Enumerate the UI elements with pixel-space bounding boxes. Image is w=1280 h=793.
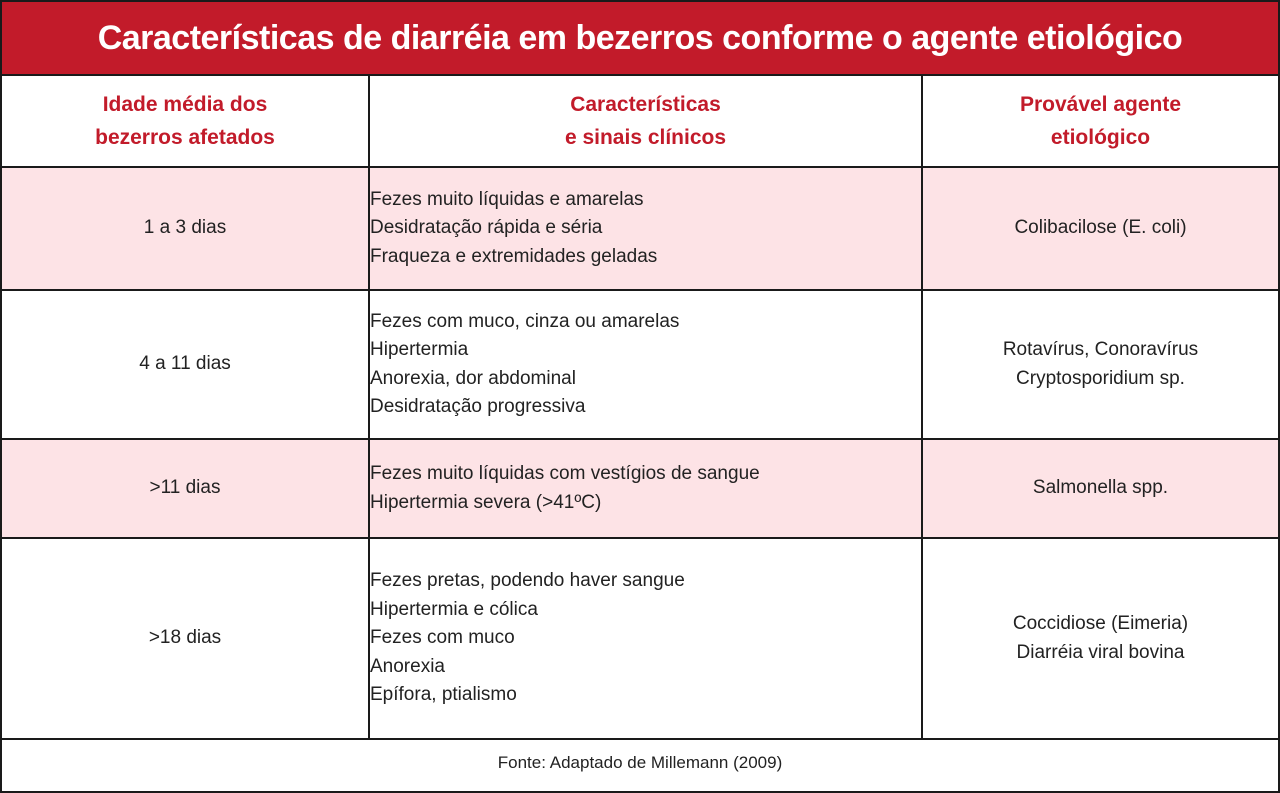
- agent-cell: [922, 439, 1278, 538]
- sign-line: Fezes com muco, cinza ou amarelas: [370, 310, 680, 332]
- header-signs: [369, 76, 922, 167]
- header-age: [2, 76, 369, 167]
- table-row: [2, 290, 1278, 439]
- sign-line: Hipertermia: [370, 339, 469, 360]
- signs-cell: [369, 538, 922, 739]
- sign-line: Desidratação progressiva: [370, 396, 586, 417]
- age-cell: 4 a 11 dias: [2, 290, 369, 439]
- table-row: [2, 167, 1278, 290]
- age-cell: >11 dias: [2, 439, 369, 538]
- header-age-line-2: bezerros afetados: [95, 126, 275, 149]
- sign-line: Desidratação rápida e séria: [370, 217, 603, 239]
- age-cell: 1 a 3 dias: [2, 167, 369, 290]
- source-note: Fonte: Adaptado de Millemann (2009): [2, 739, 1278, 787]
- title-bar: [2, 2, 1278, 76]
- age-cell: >18 dias: [2, 538, 369, 739]
- sign-line: Anorexia: [370, 655, 445, 677]
- source-row: [2, 739, 1278, 787]
- sign-line: Epífora, ptialismo: [370, 684, 517, 706]
- signs-cell: [369, 439, 922, 538]
- agent-cell: [922, 167, 1278, 290]
- table-row: [2, 538, 1278, 739]
- header-agent-line-1: Provável agente: [1019, 93, 1182, 116]
- sign-line: Fezes muito líquidas com vestígios de sangue: [370, 463, 760, 484]
- diarrhea-table: [2, 76, 1278, 787]
- agent-line: Salmonella spp.: [1032, 477, 1169, 499]
- sign-line: Fezes com muco: [370, 627, 515, 649]
- agent-line: Rotavírus, Conoravírus: [1002, 339, 1199, 360]
- header-agent-line-2: etiológico: [1050, 126, 1151, 149]
- header-age-line-1: Idade média dos: [102, 93, 268, 116]
- sign-line: Hipertermia e cólica: [370, 598, 538, 620]
- agent-cell: [922, 290, 1278, 439]
- signs-cell: [369, 167, 922, 290]
- signs-cell: [369, 290, 922, 439]
- sign-line: Fezes muito líquidas e amarelas: [370, 188, 644, 210]
- header-agent: [922, 76, 1278, 167]
- sign-line: Hipertermia severa (>41ºC): [370, 491, 602, 513]
- sign-line: Fraqueza e extremidades geladas: [370, 245, 658, 267]
- agent-line: Cryptosporidium sp.: [1016, 367, 1185, 389]
- page-title: Características de diarréia em bezerros conforme o agente etiológico: [97, 18, 1183, 57]
- agent-cell: [922, 538, 1278, 739]
- agent-line: Coccidiose (Eimeria): [1012, 613, 1189, 634]
- sign-line: Anorexia, dor abdominal: [370, 367, 576, 389]
- agent-line: Diarréia viral bovina: [1016, 641, 1185, 663]
- agent-line: Colibacilose (E. coli): [1014, 217, 1187, 239]
- header-row: [2, 76, 1278, 167]
- header-signs-line-1: Características: [570, 93, 721, 116]
- header-signs-line-2: e sinais clínicos: [564, 126, 727, 149]
- sign-line: Fezes pretas, podendo haver sangue: [370, 570, 685, 592]
- table-row: [2, 439, 1278, 538]
